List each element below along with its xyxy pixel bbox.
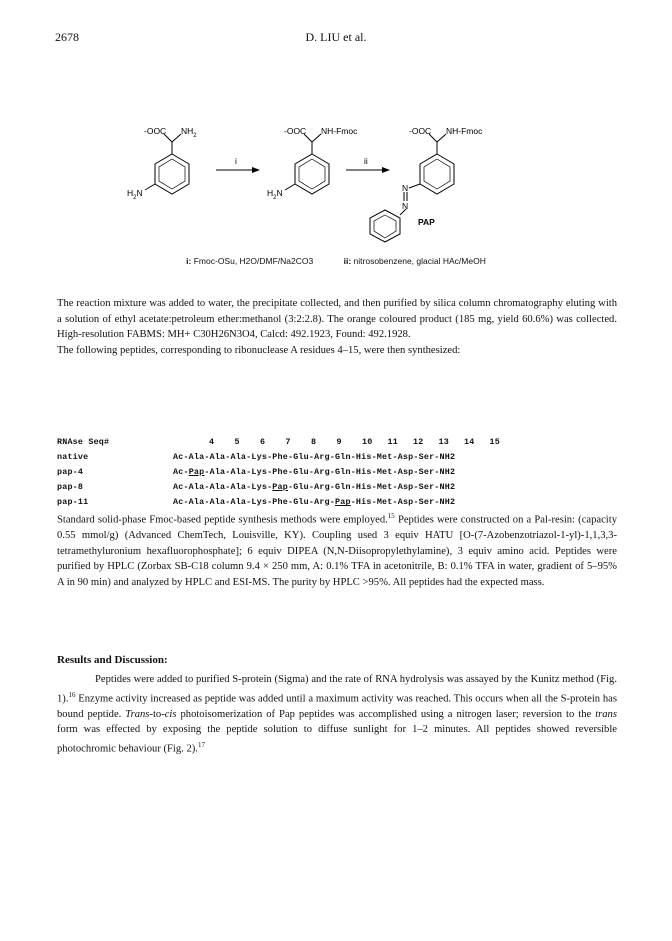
paragraph-methods: Standard solid-phase Fmoc-based peptide synthesis methods were employed.$^{15}$ Peptides were constructed on a Pal-resin: (capacity 0.55 mmol/g) (Advanced ChemTech, Louisville, KY). Coupling used 3 equiv HATU [O-(7-Azobenzotriazol-1-yl)-1,1,3,3-tetramethyluronium hexafluorophosphate]; 6 equiv DIPEA (N,N-Diisopropylethylamine), 3 equiv amino acid. Peptides were purified by HPLC (Zorbax SB-C18 column 9.4 × 250 mm, A: 0.1% TFA in acetonitrile, B: 0.1% TFA in water, gradient of 5–95% A in 90 min) and analyzed by HPLC and ESI-MS. The purity by HPLC >95%. All peptides had the expected mass. [57,512,617,588]
sequence-position-14: 14 [464,436,475,447]
sequence-position-4: 4 [209,436,215,447]
sequence-text: Ac-Pap-Ala-Ala-Lys-Phe-Glu-Arg-Gln-His-Met-Asp-Ser-NH2 [173,466,456,477]
page-number: 2678 [55,30,79,44]
sequence-position-11: 11 [387,436,398,447]
sequence-position-7: 7 [285,436,291,447]
pap-residue: Pap [335,497,351,508]
reaction-scheme [100,112,560,247]
sequence-name: native [57,451,89,462]
scheme-caption [0,256,672,266]
arrow-2-head [382,167,390,173]
caption-step-ii: ii: nitrosobenzene, glacial HAc/MeOH [343,256,486,266]
pap-residue: Pap [272,482,288,493]
reference-17: 17 [197,740,205,749]
arrow-2-label: ii [364,156,368,166]
azo-nitrogen-2: N [402,201,409,211]
compound1-amine: $NH_2$ [181,126,197,139]
sequence-name: pap-8 [57,482,84,493]
sequence-row [57,464,515,479]
sequence-position-13: 13 [438,436,449,447]
pap-label: PAP [418,217,435,227]
sequence-position-6: 6 [260,436,266,447]
sequence-row [57,449,515,464]
sequence-text: Ac-Ala-Ala-Ala-Lys-Phe-Glu-Arg-Pap-His-Met-Asp-Ser-NH2 [173,497,456,508]
sequence-header-row [57,434,515,449]
reference-16: 16 [68,690,76,699]
sequence-text: Ac-Ala-Ala-Ala-Lys-Phe-Glu-Arg-Gln-His-Met-Asp-Ser-NH2 [173,451,456,462]
running-header-authors: D. LIU et al. [305,30,367,44]
arrow-1-label: i [235,156,237,166]
sequence-position-9: 9 [336,436,342,447]
benzene-ring-1 [155,154,189,194]
paragraph-peptides-intro: The following peptides, corresponding to ribonuclease A residues 4–15, were then synthesized: [57,345,461,356]
sequence-position-12: 12 [413,436,424,447]
pap-residue: Pap [188,466,205,477]
compound1-carboxylate: -OOC [144,126,167,136]
sequence-row [57,480,515,495]
compound1-amino-substituent: $H_2N$ [127,188,143,201]
sequence-position-10: 10 [362,436,373,447]
compound2-fmoc-amine: NH-Fmoc [321,126,358,136]
reference-15: 15 [387,512,395,520]
sequence-table [57,434,515,510]
azo-nitrogen-1: N [402,183,409,193]
compound3-fmoc-amine: NH-Fmoc [446,126,483,136]
sequence-header-label: RNAse Seq# [57,436,110,447]
paragraph-purification: The reaction mixture was added to water, the precipitate collected, and then purified by silica column chromatography eluting with a solution of ethyl acetate:petroleum ether:methanol (3:2:2.8). The orange coloured product (185 mg, yield 60.6%) was collected. High-resolution FABMS: MH+ C30H26N3O4, Calcd: 492.1923, Found: 492.1928. [57,298,617,341]
sequence-text: Ac-Ala-Ala-Ala-Lys-Pap-Glu-Arg-Gln-His-Met-Asp-Ser-NH2 [173,482,456,493]
sequence-name: pap-4 [57,466,84,477]
arrow-1-head [252,167,260,173]
paragraph-results: Peptides were added to purified S-protein (Sigma) and the rate of RNA hydrolysis was assayed by the Kunitz method (Fig. 1).$^{16}$ Enzyme activity increased as peptide was added until a maximum activity was reached. This occurs when all the S-protein has bound peptide. Trans-to-cis photoisomerization of Pap peptides was accomplished using a nitrogen laser; reversion to the trans form was effected by exposing the peptide solution to diffuse sunlight for 1–2 minutes. All peptides showed reversible photochromic behaviour (Fig. 2).$^{17}$ [57,674,617,755]
caption-step-i: i: Fmoc-OSu, H2O/DMF/Na2CO3 [186,256,314,266]
sequence-position-8: 8 [311,436,317,447]
benzene-ring-2 [295,154,329,194]
section-heading-results: Results and Discussion: [57,654,168,666]
sequence-row [57,495,515,510]
compound2-amino-substituent: $H_2N$ [267,188,283,201]
sequence-position-15: 15 [489,436,500,447]
compound3-carboxylate: -OOC [409,126,432,136]
benzene-ring-3 [420,154,454,194]
compound2-carboxylate: -OOC [284,126,307,136]
sequence-position-5: 5 [234,436,240,447]
sequence-name: pap-11 [57,497,89,508]
